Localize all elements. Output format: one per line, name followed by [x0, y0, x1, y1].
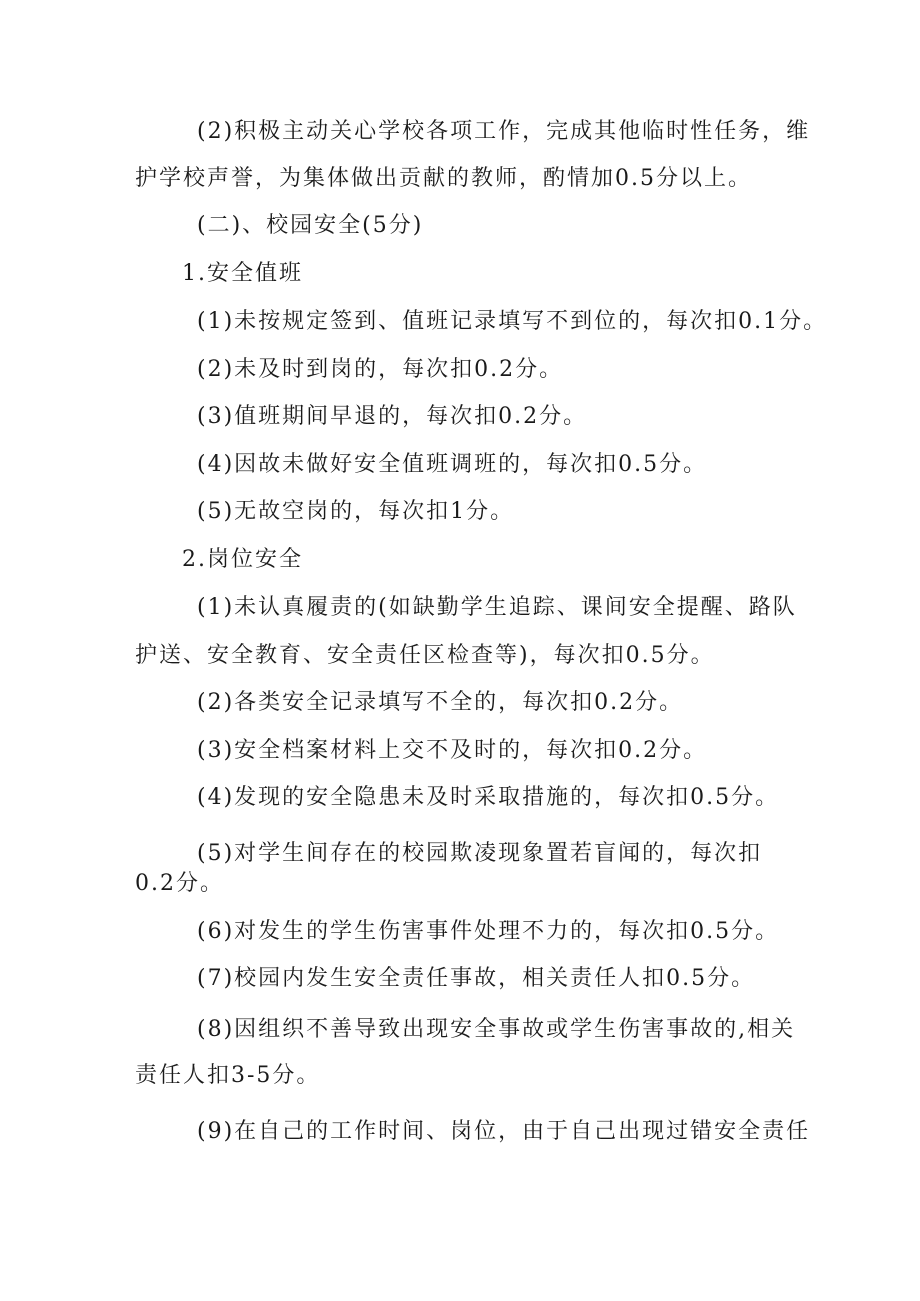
- text-line: (4)发现的安全隐患未及时采取措施的，每次扣0.5分。: [197, 785, 780, 810]
- text-line: (4)因故未做好安全值班调班的，每次扣0.5分。: [197, 452, 708, 477]
- text-line: (1)未按规定签到、值班记录填写不到位的，每次扣0.1分。: [197, 309, 828, 334]
- subsection-heading: 2.岗位安全: [182, 547, 303, 572]
- text-line: 0.2分。: [135, 871, 224, 896]
- text-line: (2)积极主动关心学校各项工作，完成其他临时性任务，维: [197, 119, 811, 144]
- text-line: (8)因组织不善导致出现安全事故或学生伤害事故的,相关: [197, 1017, 796, 1042]
- text-line: (2)各类安全记录填写不全的，每次扣0.2分。: [197, 690, 684, 715]
- text-line: (3)值班期间早退的，每次扣0.2分。: [197, 404, 588, 429]
- text-line: 责任人扣3-5分。: [135, 1063, 321, 1088]
- text-line: (7)校园内发生安全责任事故，相关责任人扣0.5分。: [197, 966, 756, 991]
- text-line: (5)无故空岗的，每次扣1分。: [197, 499, 515, 524]
- text-line: (2)未及时到岗的，每次扣0.2分。: [197, 357, 564, 382]
- text-line: (3)安全档案材料上交不及时的，每次扣0.2分。: [197, 738, 708, 763]
- text-line: (5)对学生间存在的校园欺凌现象置若盲闻的，每次扣: [197, 841, 763, 866]
- subsection-heading: 1.安全值班: [182, 261, 303, 286]
- text-line: 护送、安全教育、安全责任区检查等)，每次扣0.5分。: [135, 643, 715, 668]
- section-heading: (二)、校园安全(5分): [197, 213, 424, 238]
- text-line: 护学校声誉，为集体做出贡献的教师，酌情加0.5分以上。: [135, 166, 752, 191]
- text-line: (9)在自己的工作时间、岗位，由于自己出现过错安全责任: [197, 1119, 811, 1144]
- text-line: (1)未认真履责的(如缺勤学生追踪、课间安全提醒、路队: [197, 595, 797, 620]
- text-line: (6)对发生的学生伤害事件处理不力的，每次扣0.5分。: [197, 919, 780, 944]
